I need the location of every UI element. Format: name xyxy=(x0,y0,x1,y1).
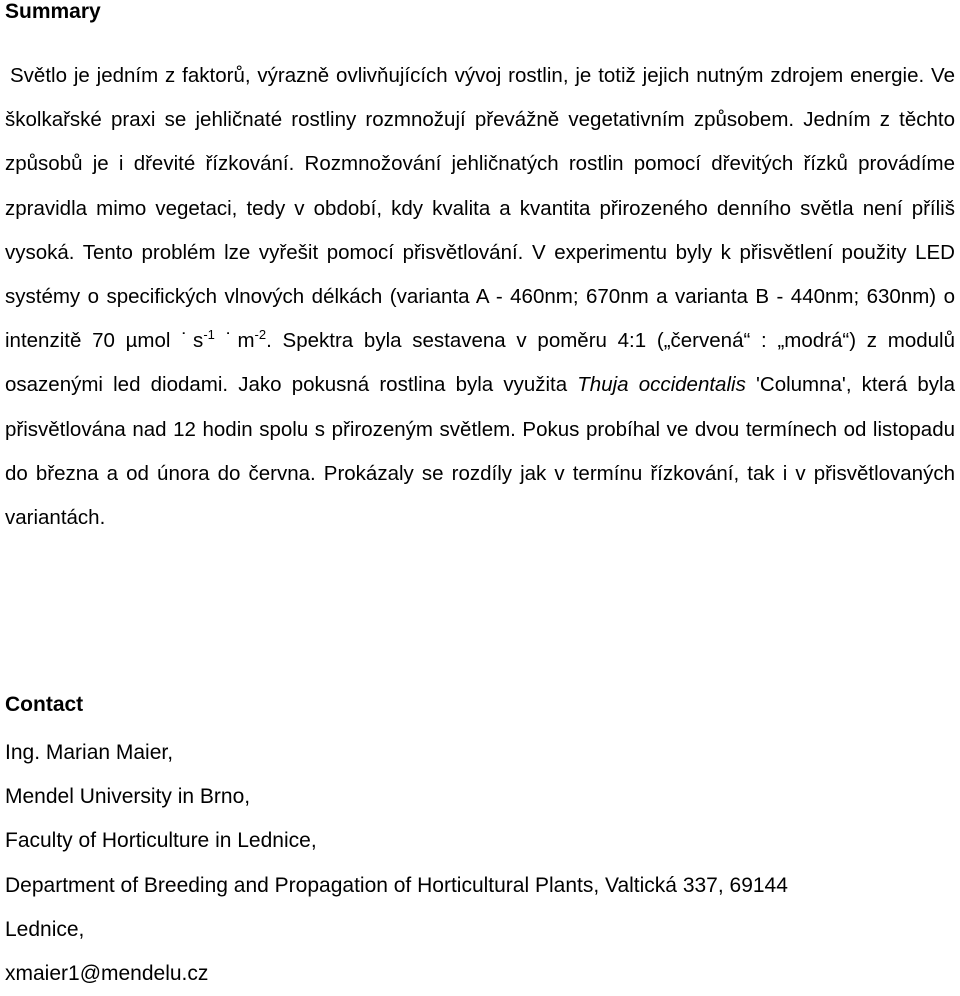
contact-department: Department of Breeding and Propagation of Horticultural Plants, Valtická 337, 69144 xyxy=(5,873,788,897)
species-name: Thuja occidentalis xyxy=(577,373,746,397)
summary-text-part2: ˙m xyxy=(214,329,255,353)
superscript-minus-one: -1 xyxy=(203,327,215,343)
summary-paragraph xyxy=(5,54,955,540)
contact-list xyxy=(5,731,788,996)
contact-email[interactable]: xmaier1@mendelu.cz xyxy=(5,962,209,986)
superscript-minus-two: -2 xyxy=(254,327,267,343)
summary-heading: Summary xyxy=(5,0,101,23)
contact-name: Ing. Marian Maier, xyxy=(5,741,174,764)
contact-city: Lednice, xyxy=(5,917,85,941)
summary-text-part4: 'Columna', která byla přisvětlována nad 12 hodin spolu s přirozeným světlem. Pokus probíhal ve dvou termínech od listopadu do března a od února do června. Prokázaly se rozdíly jak v termínu řízkování, tak i v přisvětlovaných variantách. xyxy=(5,373,955,530)
summary-text-part1: Světlo je jedním z faktorů, výrazně ovlivňujících vývoj rostlin, je totiž jejich nutným zdrojem energie. Ve školkařské praxi se jehličnaté rostliny rozmnožují převážně vegetativním způsobem. Jedním z těchto způsobů je i dřevité řízkování. Rozmnožování jehličnatých rostlin pomocí dřevitých řízků provádíme zpravidla mimo vegetaci, tedy v období, kdy kvalita a kvantita přirozeného denního světla není příliš vysoká. Tento problém lze vyřešit pomocí přisvětlování. V experimentu byly k přisvětlení použity LED systémy o specifických vlnových délkách (varianta A - 460nm; 670nm a varianta B - 440nm; 630nm) o intenzitě 70 µmol ˙s xyxy=(5,64,955,353)
contact-faculty: Faculty of Horticulture in Lednice, xyxy=(5,829,317,853)
contact-university: Mendel University in Brno, xyxy=(5,785,251,809)
summary-text-part3: . Spektra byla sestavena v poměru 4:1 („červená“ : „modrá“) z modulů osazenými led diodami. Jako pokusná rostlina byla využita xyxy=(5,329,955,397)
contact-heading: Contact xyxy=(5,693,84,716)
